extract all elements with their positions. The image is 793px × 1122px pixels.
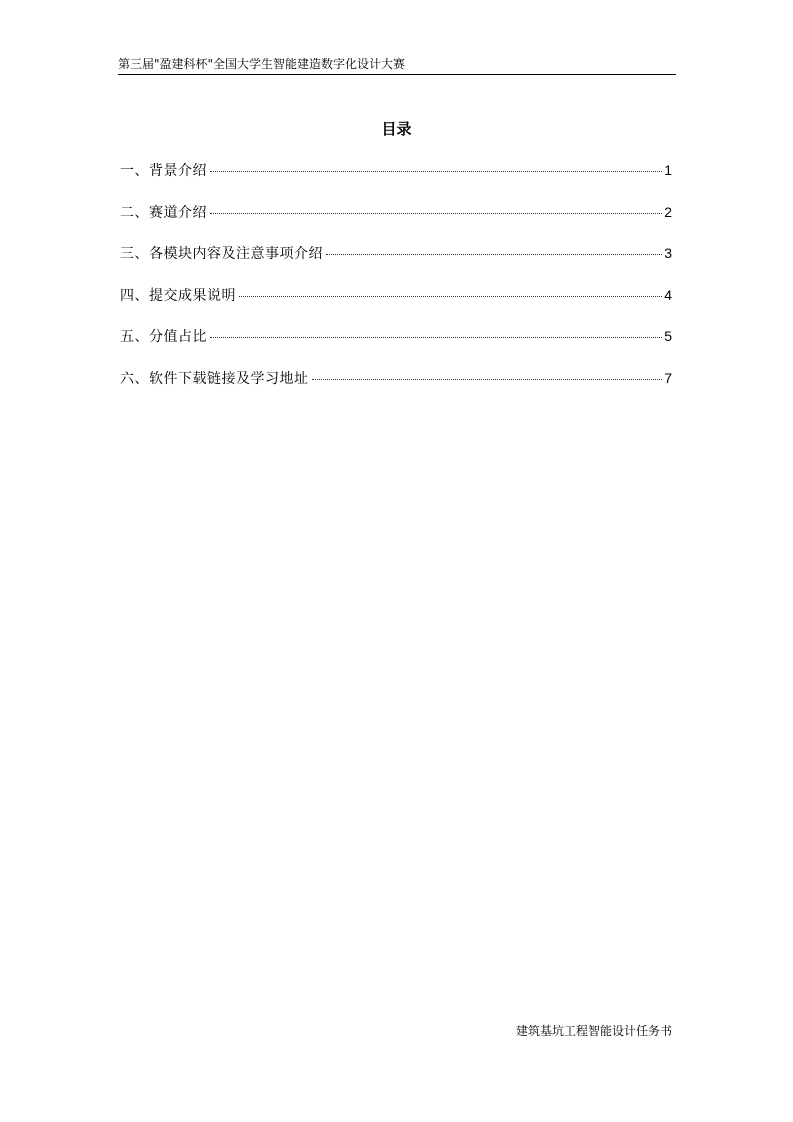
toc-entry-label: 六、软件下载链接及学习地址 [120,370,309,387]
toc-page-number: 7 [664,369,672,386]
toc-page-number: 2 [664,203,672,220]
toc-title: 目录 [381,120,412,138]
toc-entry-label: 三、各模块内容及注意事项介绍 [120,246,323,263]
toc-entry-background[interactable] [120,160,672,202]
toc-entry-modules[interactable] [120,243,672,285]
toc-entry-software[interactable] [120,368,672,410]
toc-entry-scoring[interactable] [120,326,672,368]
toc-entry-label: 二、赛道介绍 [120,204,207,221]
table-of-contents [120,160,672,410]
header-text: 第三届"盈建科杯"全国大学生智能建造数字化设计大赛 [118,57,406,71]
toc-dot-leader [312,378,663,380]
toc-dot-leader [210,212,662,214]
page-footer: 建筑基坑工程智能设计任务书 [515,1024,672,1038]
toc-entry-label: 一、背景介绍 [120,163,207,179]
toc-dot-leader [326,253,662,255]
toc-dot-leader [239,295,662,297]
page-header [118,56,676,75]
toc-entry-label: 五、分值占比 [120,329,207,346]
toc-entry-label: 四、提交成果说明 [120,287,236,304]
toc-page-number: 1 [664,162,672,178]
toc-page-number: 4 [664,286,672,303]
toc-entry-tracks[interactable] [120,202,672,244]
toc-dot-leader [210,336,662,338]
toc-page-number: 3 [664,245,672,262]
toc-dot-leader [210,170,662,172]
toc-page-number: 5 [664,328,672,345]
toc-entry-submission[interactable] [120,285,672,327]
